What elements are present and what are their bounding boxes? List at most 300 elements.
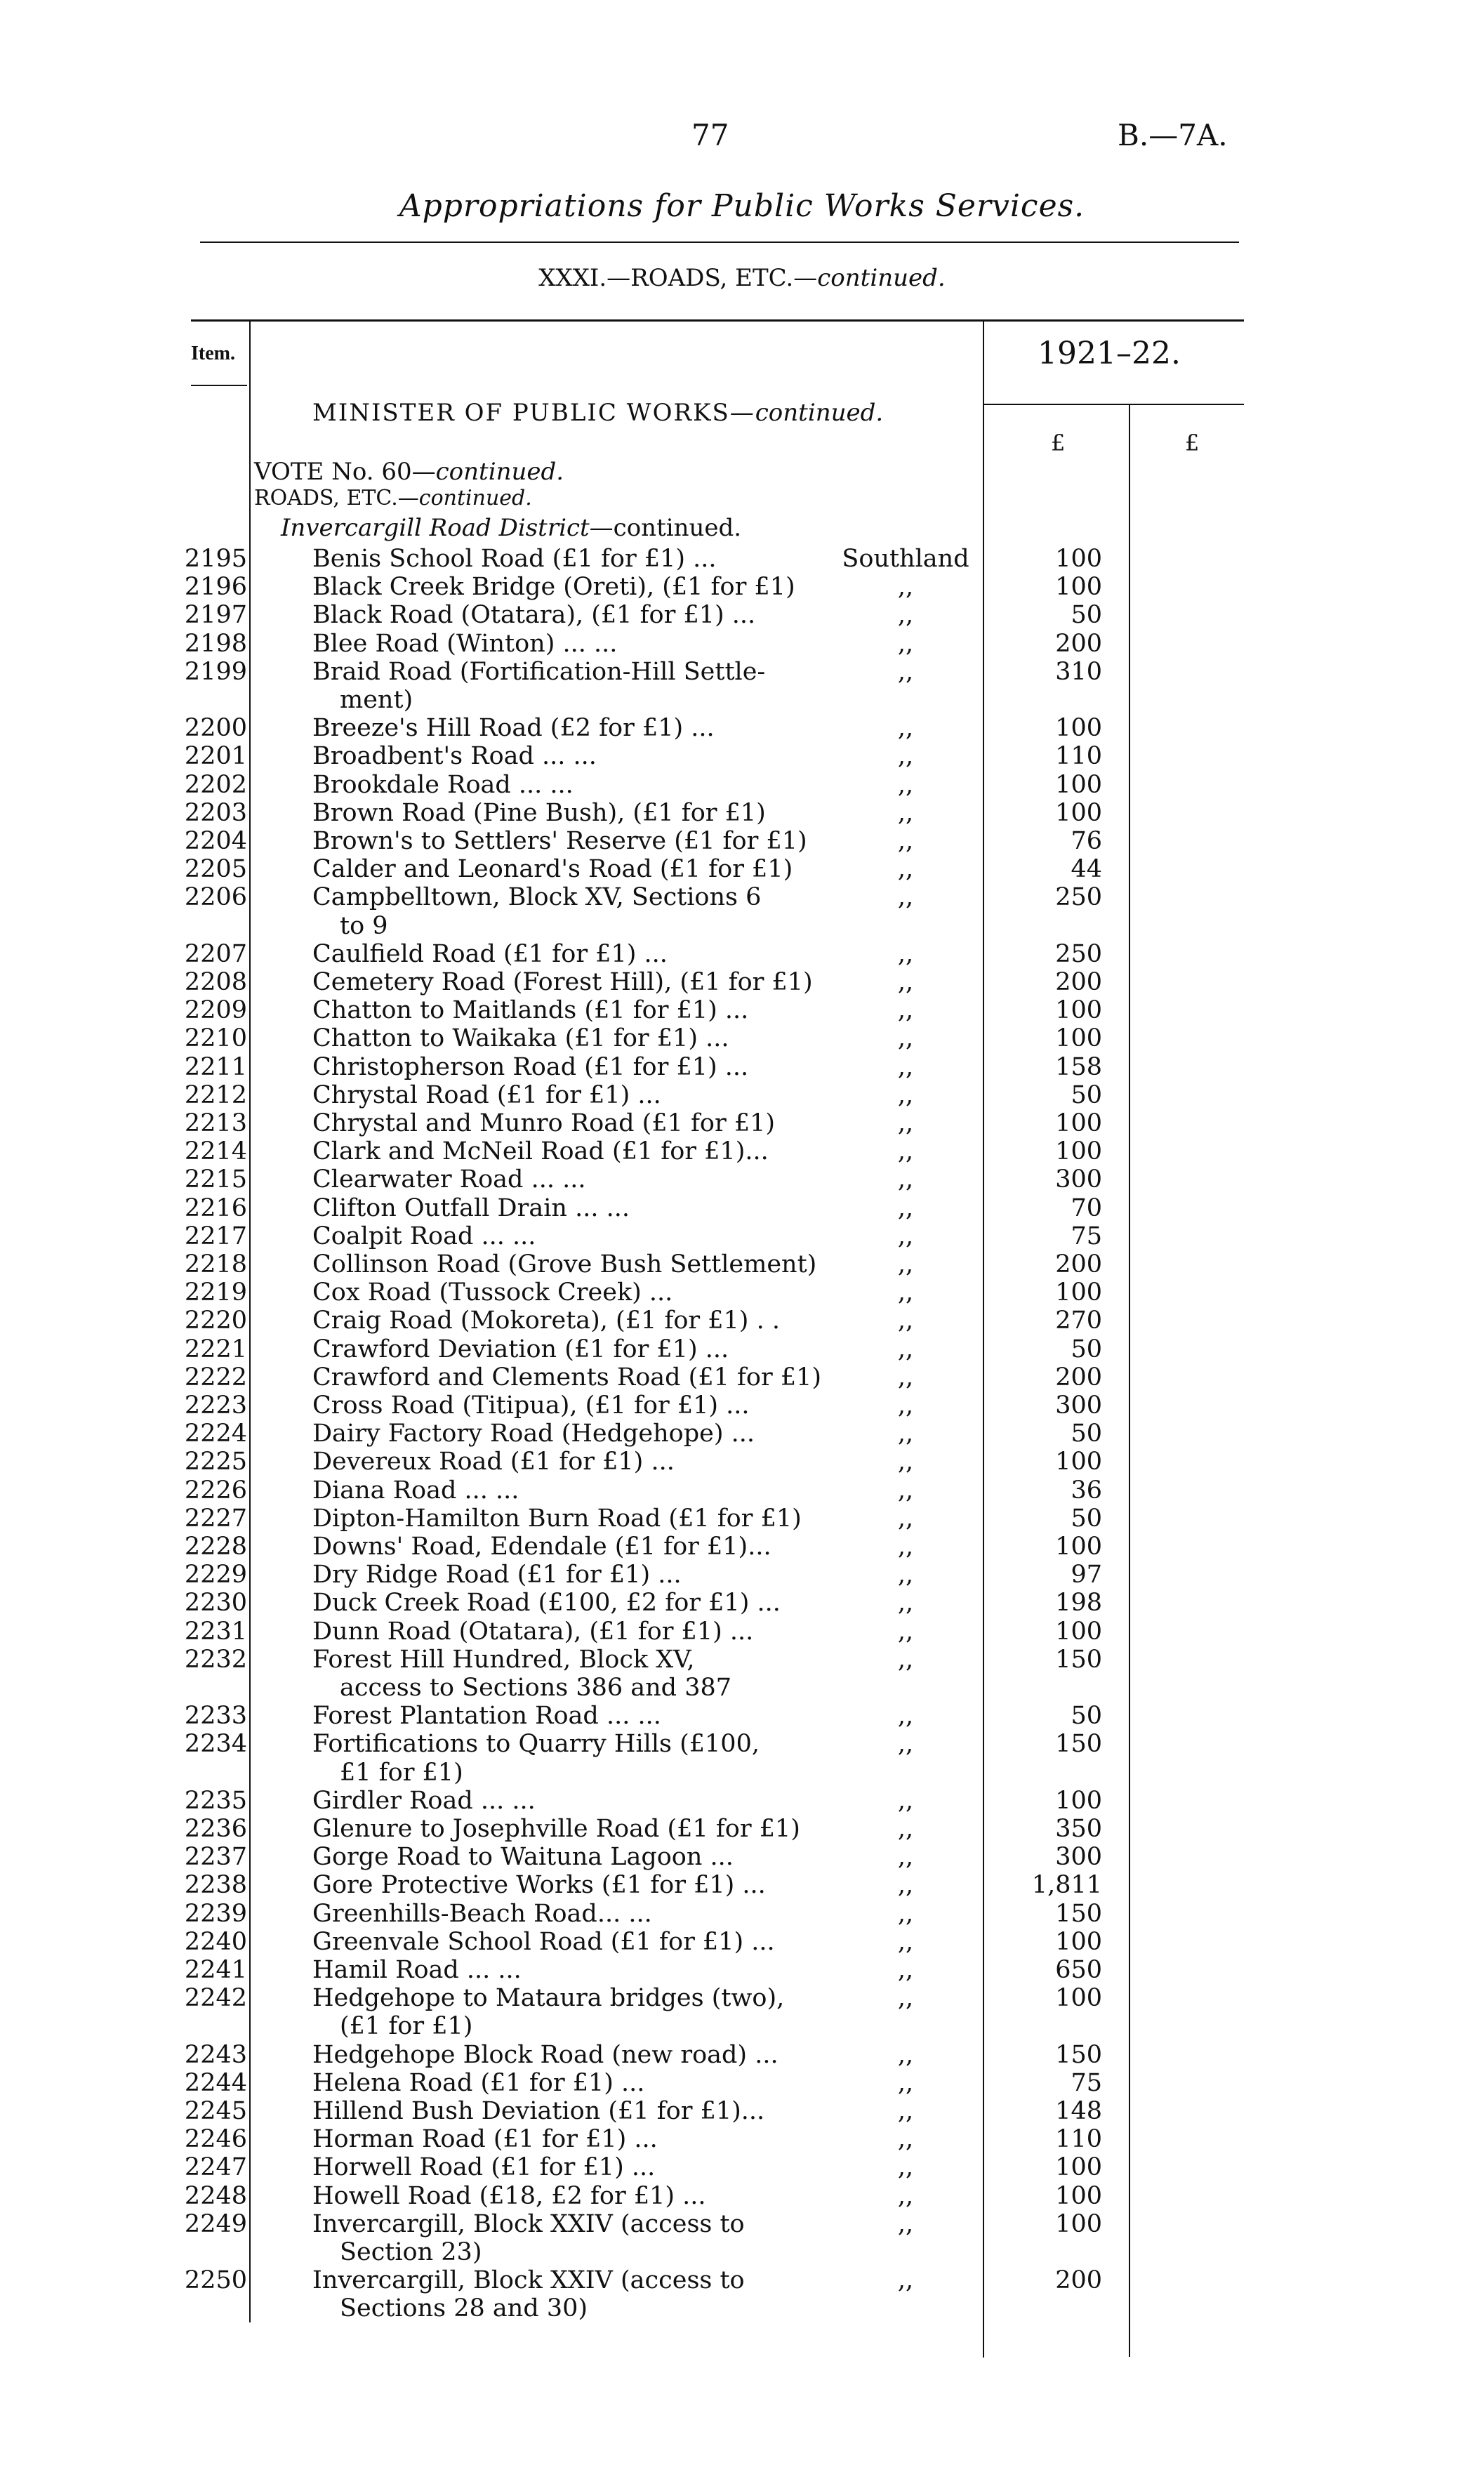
item-number: 2208 <box>184 968 247 996</box>
item-location: ,, <box>897 855 914 884</box>
item-number: 2236 <box>184 1815 247 1843</box>
item-amount: 100 <box>1055 1927 1102 1956</box>
item-number: 2233 <box>184 1702 247 1731</box>
item-amount: 44 <box>1071 855 1102 884</box>
item-description: Chrystal Road (£1 for £1) ... <box>312 1080 661 1109</box>
item-amount: 350 <box>1055 1815 1102 1843</box>
table-row <box>0 1730 1484 1787</box>
item-location: ,, <box>897 939 914 968</box>
item-location: ,, <box>897 2266 914 2295</box>
table-row <box>0 1815 1484 1843</box>
item-amount: 36 <box>1071 1476 1102 1505</box>
item-description: Downs' Road, Edendale (£1 for £1)... <box>312 1533 771 1561</box>
item-amount: 110 <box>1055 742 1102 771</box>
item-number: 2227 <box>184 1504 247 1533</box>
item-amount: 100 <box>1055 1533 1102 1561</box>
item-description: Breeze's Hill Road (£2 for £1) ... <box>312 714 715 743</box>
table-row <box>0 1165 1484 1194</box>
item-amount: 100 <box>1055 798 1102 827</box>
item-location: ,, <box>897 1278 914 1307</box>
table-row <box>0 1081 1484 1109</box>
item-number: 2198 <box>184 629 247 658</box>
item-amount: 50 <box>1071 601 1102 630</box>
item-description: Girdler Road ... ... <box>312 1786 536 1815</box>
item-number: 2243 <box>184 2040 247 2069</box>
item-location: ,, <box>897 657 914 686</box>
item-description: Black Road (Otatara), (£1 for £1) ... <box>312 601 756 630</box>
item-number: 2226 <box>184 1476 247 1505</box>
item-description: Calder and Leonard's Road (£1 for £1) <box>312 855 793 884</box>
table-row <box>0 1533 1484 1561</box>
table-row <box>0 1787 1484 1815</box>
item-description: Dairy Factory Road (Hedgehope) ... <box>312 1420 755 1448</box>
table-row <box>0 1702 1484 1730</box>
item-location: ,, <box>897 629 914 658</box>
item-amount: 50 <box>1071 1080 1102 1109</box>
item-location: ,, <box>897 1533 914 1561</box>
item-description-continued: to 9 <box>340 911 388 940</box>
item-number: 2240 <box>184 1927 247 1956</box>
item-number: 2213 <box>184 1109 247 1137</box>
item-description: Brown Road (Pine Bush), (£1 for £1) <box>312 798 766 827</box>
item-number: 2246 <box>184 2125 247 2154</box>
item-amount: 100 <box>1055 1448 1102 1476</box>
table-row <box>0 657 1484 714</box>
item-amount: 150 <box>1055 2040 1102 2069</box>
item-location: ,, <box>897 2040 914 2069</box>
item-description: Greenhills-Beach Road... ... <box>312 1899 652 1928</box>
item-location: ,, <box>897 1617 914 1646</box>
section-heading <box>0 264 1484 292</box>
table-row <box>0 1984 1484 2041</box>
table-row <box>0 2182 1484 2210</box>
table-row <box>0 968 1484 996</box>
item-description: Gore Protective Works (£1 for £1) ... <box>312 1871 766 1900</box>
item-location: ,, <box>897 1984 914 2013</box>
table-row <box>0 1420 1484 1448</box>
item-amount: 100 <box>1055 1109 1102 1137</box>
item-description: Dunn Road (Otatara), (£1 for £1) ... <box>312 1617 754 1646</box>
year-header-underline <box>983 404 1244 405</box>
item-amount: 198 <box>1055 1589 1102 1618</box>
item-location: ,, <box>897 1080 914 1109</box>
item-location: ,, <box>897 1363 914 1391</box>
district-continued: —continued. <box>589 514 742 542</box>
item-amount: 110 <box>1055 2125 1102 2154</box>
item-description: Chrystal and Munro Road (£1 for £1) <box>312 1109 776 1137</box>
item-amount: 200 <box>1055 629 1102 658</box>
table-row <box>0 1307 1484 1335</box>
item-location: ,, <box>897 1222 914 1250</box>
item-number: 2196 <box>184 573 247 602</box>
item-amount: 100 <box>1055 1617 1102 1646</box>
item-amount: 150 <box>1055 1730 1102 1759</box>
item-location: ,, <box>897 714 914 743</box>
item-description: Cox Road (Tussock Creek) ... <box>312 1278 673 1307</box>
table-row <box>0 1053 1484 1081</box>
item-location: ,, <box>897 1052 914 1081</box>
item-amount: 50 <box>1071 1420 1102 1448</box>
table-row <box>0 2266 1484 2323</box>
item-number: 2225 <box>184 1448 247 1476</box>
item-column-header: Item. <box>191 343 235 364</box>
item-location: ,, <box>897 1194 914 1222</box>
item-location: ,, <box>897 2181 914 2210</box>
item-location: ,, <box>897 1815 914 1843</box>
item-location: ,, <box>897 883 914 912</box>
item-description: Duck Creek Road (£100, £2 for £1) ... <box>312 1589 781 1618</box>
item-number: 2206 <box>184 883 247 912</box>
item-amount: 158 <box>1055 1052 1102 1081</box>
table-row <box>0 1900 1484 1928</box>
item-number: 2210 <box>184 1024 247 1053</box>
table-row <box>0 1476 1484 1505</box>
table-row <box>0 1618 1484 1646</box>
table-row <box>0 1109 1484 1137</box>
table-row <box>0 827 1484 855</box>
item-amount: 310 <box>1055 657 1102 686</box>
minister-text: MINISTER OF PUBLIC WORKS— <box>312 399 755 427</box>
item-location: ,, <box>897 1843 914 1872</box>
item-description: Crawford Deviation (£1 for £1) ... <box>312 1335 729 1363</box>
table-row <box>0 1024 1484 1052</box>
item-location: ,, <box>897 1165 914 1194</box>
item-location: ,, <box>897 2153 914 2182</box>
item-description: Cemetery Road (Forest Hill), (£1 for £1) <box>312 968 813 996</box>
item-location: ,, <box>897 1391 914 1420</box>
item-number: 2237 <box>184 1843 247 1872</box>
item-number: 2242 <box>184 1984 247 2013</box>
item-number: 2215 <box>184 1165 247 1194</box>
item-description: Greenvale School Road (£1 for £1) ... <box>312 1927 775 1956</box>
table-row <box>0 1505 1484 1533</box>
item-location: ,, <box>897 1137 914 1166</box>
item-location: ,, <box>897 798 914 827</box>
item-location: ,, <box>897 1109 914 1137</box>
item-number: 2244 <box>184 2068 247 2097</box>
item-amount: 100 <box>1055 996 1102 1025</box>
item-number: 2211 <box>184 1052 247 1081</box>
item-amount: 100 <box>1055 2153 1102 2182</box>
item-number: 2238 <box>184 1871 247 1900</box>
item-location: ,, <box>897 1645 914 1674</box>
item-amount: 100 <box>1055 1984 1102 2013</box>
item-number: 2205 <box>184 855 247 884</box>
item-amount: 76 <box>1071 827 1102 855</box>
item-amount: 100 <box>1055 1278 1102 1307</box>
item-number: 2203 <box>184 798 247 827</box>
item-location: ,, <box>897 742 914 771</box>
item-location: ,, <box>897 1307 914 1335</box>
item-location: ,, <box>897 1730 914 1759</box>
item-description: Christopherson Road (£1 for £1) ... <box>312 1052 749 1081</box>
table-row <box>0 2097 1484 2125</box>
item-amount: 100 <box>1055 1024 1102 1053</box>
item-description: Helena Road (£1 for £1) ... <box>312 2068 645 2097</box>
item-description: Caulfield Road (£1 for £1) ... <box>312 939 668 968</box>
table-row <box>0 1928 1484 1956</box>
item-description: Benis School Road (£1 for £1) ... <box>312 545 717 573</box>
item-location: ,, <box>897 968 914 996</box>
vote-text: VOTE No. 60— <box>254 458 436 486</box>
item-amount: 100 <box>1055 1137 1102 1166</box>
item-number: 2248 <box>184 2181 247 2210</box>
item-description-continued: (£1 for £1) <box>340 2012 473 2041</box>
item-description: Chatton to Maitlands (£1 for £1) ... <box>312 996 749 1025</box>
item-location: ,, <box>897 1561 914 1589</box>
table-row <box>0 1250 1484 1278</box>
table-row <box>0 630 1484 658</box>
table-row <box>0 1589 1484 1617</box>
item-number: 2216 <box>184 1194 247 1222</box>
item-description: Glenure to Josephville Road (£1 for £1) <box>312 1815 800 1843</box>
item-description: Blee Road (Winton) ... ... <box>312 629 618 658</box>
item-description: Brookdale Road ... ... <box>312 770 574 799</box>
table-row <box>0 1335 1484 1363</box>
item-location: ,, <box>897 1476 914 1505</box>
item-location: ,, <box>897 770 914 799</box>
item-amount: 200 <box>1055 2266 1102 2295</box>
item-number: 2199 <box>184 657 247 686</box>
table-row <box>0 714 1484 742</box>
table-row <box>0 2041 1484 2069</box>
currency-col2-header: £ <box>1185 430 1200 456</box>
table-row <box>0 1871 1484 1899</box>
item-number: 2245 <box>184 2097 247 2125</box>
item-number: 2241 <box>184 1956 247 1984</box>
table-row <box>0 1448 1484 1476</box>
item-number: 2235 <box>184 1786 247 1815</box>
item-description: Horman Road (£1 for £1) ... <box>312 2125 658 2154</box>
item-number: 2219 <box>184 1278 247 1307</box>
item-location: ,, <box>897 1589 914 1618</box>
minister-heading <box>312 399 883 427</box>
table-row <box>0 1363 1484 1391</box>
item-location: ,, <box>897 1956 914 1984</box>
table-row <box>0 799 1484 827</box>
table-row <box>0 1561 1484 1589</box>
page-title: Appropriations for Public Works Services. <box>399 188 1085 224</box>
item-description: Hamil Road ... ... <box>312 1956 522 1984</box>
vote-continued: continued. <box>435 458 564 486</box>
item-description-continued: Section 23) <box>340 2237 482 2266</box>
currency-col1-header: £ <box>1051 430 1066 456</box>
title-rule <box>200 242 1239 243</box>
item-location: ,, <box>897 2068 914 2097</box>
item-location: ,, <box>897 827 914 855</box>
item-number: 2201 <box>184 742 247 771</box>
item-location: ,, <box>897 1871 914 1900</box>
item-number: 2230 <box>184 1589 247 1618</box>
item-description: Campbelltown, Block XV, Sections 6 <box>312 883 762 912</box>
item-location: ,, <box>897 1335 914 1363</box>
table-row <box>0 2125 1484 2153</box>
table-row <box>0 742 1484 770</box>
item-amount: 75 <box>1071 1222 1102 1250</box>
item-number: 2212 <box>184 1080 247 1109</box>
item-description: Hillend Bush Deviation (£1 for £1)... <box>312 2097 765 2125</box>
table-row <box>0 940 1484 968</box>
item-description: Invercargill, Block XXIV (access to <box>312 2266 745 2295</box>
item-number: 2220 <box>184 1307 247 1335</box>
item-description: Howell Road (£18, £2 for £1) ... <box>312 2181 706 2210</box>
item-description: Cross Road (Titipua), (£1 for £1) ... <box>312 1391 750 1420</box>
item-amount: 70 <box>1071 1194 1102 1222</box>
item-amount: 300 <box>1055 1843 1102 1872</box>
item-description-continued: £1 for £1) <box>340 1758 463 1787</box>
item-number: 2239 <box>184 1899 247 1928</box>
item-number: 2209 <box>184 996 247 1025</box>
item-description: Dipton-Hamilton Burn Road (£1 for £1) <box>312 1504 802 1533</box>
item-location: ,, <box>897 2097 914 2125</box>
item-location: ,, <box>897 1250 914 1278</box>
item-number: 2214 <box>184 1137 247 1166</box>
table-row <box>0 2209 1484 2266</box>
item-amount: 270 <box>1055 1307 1102 1335</box>
item-location: ,, <box>897 1504 914 1533</box>
item-description: Hedgehope to Mataura bridges (two), <box>312 1984 785 2013</box>
item-amount: 200 <box>1055 968 1102 996</box>
item-description: Fortifications to Quarry Hills (£100, <box>312 1730 760 1759</box>
item-amount: 100 <box>1055 2181 1102 2210</box>
item-description: Clifton Outfall Drain ... ... <box>312 1194 630 1222</box>
item-description: Broadbent's Road ... ... <box>312 742 597 771</box>
item-location: ,, <box>897 996 914 1025</box>
table-row <box>0 2069 1484 2097</box>
item-number: 2247 <box>184 2153 247 2182</box>
item-number: 2197 <box>184 601 247 630</box>
item-amount: 100 <box>1055 770 1102 799</box>
item-amount: 150 <box>1055 1645 1102 1674</box>
table-row <box>0 1956 1484 1984</box>
item-number: 2202 <box>184 770 247 799</box>
roads-heading <box>254 486 532 510</box>
item-number: 2224 <box>184 1420 247 1448</box>
table-row <box>0 1222 1484 1250</box>
item-description: Crawford and Clements Road (£1 for £1) <box>312 1363 822 1391</box>
item-location: ,, <box>897 1927 914 1956</box>
vote-heading <box>254 458 564 486</box>
item-amount: 100 <box>1055 2209 1102 2238</box>
district-heading <box>281 514 741 542</box>
item-location: ,, <box>897 2125 914 2154</box>
table-row <box>0 1194 1484 1222</box>
item-amount: 300 <box>1055 1165 1102 1194</box>
item-amount: 75 <box>1071 2068 1102 2097</box>
item-description: Braid Road (Fortification-Hill Settle- <box>312 657 766 686</box>
item-location: ,, <box>897 1702 914 1731</box>
item-description: Coalpit Road ... ... <box>312 1222 536 1250</box>
item-location: ,, <box>897 573 914 602</box>
item-description-continued: Sections 28 and 30) <box>340 2294 588 2323</box>
item-number: 2223 <box>184 1391 247 1420</box>
item-amount: 100 <box>1055 545 1102 573</box>
table-row <box>0 545 1484 573</box>
item-number: 2207 <box>184 939 247 968</box>
item-location: ,, <box>897 1024 914 1053</box>
item-description: Invercargill, Block XXIV (access to <box>312 2209 745 2238</box>
item-amount: 100 <box>1055 714 1102 743</box>
item-description: Brown's to Settlers' Reserve (£1 for £1) <box>312 827 807 855</box>
item-description: Collinson Road (Grove Bush Settlement) <box>312 1250 817 1278</box>
item-number: 2228 <box>184 1533 247 1561</box>
item-header-underline <box>191 385 247 386</box>
item-description: Forest Plantation Road ... ... <box>312 1702 661 1731</box>
table-row <box>0 1645 1484 1702</box>
year-header: 1921–22. <box>1038 336 1181 371</box>
item-amount: 50 <box>1071 1702 1102 1731</box>
item-description: Black Creek Bridge (Oreti), (£1 for £1) <box>312 573 795 602</box>
item-amount: 50 <box>1071 1504 1102 1533</box>
table-top-rule <box>191 319 1244 322</box>
item-description-continued: ment) <box>340 685 413 714</box>
table-row <box>0 601 1484 629</box>
table-row <box>0 855 1484 883</box>
table-row <box>0 1843 1484 1871</box>
item-location: ,, <box>897 2209 914 2238</box>
item-amount: 1,811 <box>1031 1871 1102 1900</box>
item-amount: 150 <box>1055 1899 1102 1928</box>
item-location: ,, <box>897 1786 914 1815</box>
item-description: Dry Ridge Road (£1 for £1) ... <box>312 1561 682 1589</box>
item-location: ,, <box>897 1420 914 1448</box>
page-number: 77 <box>691 118 729 152</box>
item-number: 2217 <box>184 1222 247 1250</box>
table-row <box>0 1391 1484 1420</box>
item-amount: 250 <box>1055 939 1102 968</box>
item-amount: 100 <box>1055 573 1102 602</box>
item-amount: 97 <box>1071 1561 1102 1589</box>
item-number: 2234 <box>184 1730 247 1759</box>
minister-continued: continued. <box>755 399 884 427</box>
item-number: 2250 <box>184 2266 247 2295</box>
item-amount: 50 <box>1071 1335 1102 1363</box>
table-row <box>0 1137 1484 1165</box>
item-description-continued: access to Sections 386 and 387 <box>340 1673 732 1702</box>
section-continued: continued. <box>817 264 946 292</box>
item-number: 2249 <box>184 2209 247 2238</box>
item-description: Forest Hill Hundred, Block XV, <box>312 1645 695 1674</box>
item-amount: 300 <box>1055 1391 1102 1420</box>
item-number: 2222 <box>184 1363 247 1391</box>
item-location: ,, <box>897 601 914 630</box>
item-description: Clearwater Road ... ... <box>312 1165 586 1194</box>
table-row <box>0 996 1484 1024</box>
item-number: 2221 <box>184 1335 247 1363</box>
item-description: Devereux Road (£1 for £1) ... <box>312 1448 675 1476</box>
item-location: Southland <box>842 545 969 573</box>
table-row <box>0 771 1484 799</box>
item-description: Diana Road ... ... <box>312 1476 519 1505</box>
table-row <box>0 883 1484 940</box>
item-amount: 148 <box>1055 2097 1102 2125</box>
item-location: ,, <box>897 1448 914 1476</box>
item-number: 2195 <box>184 545 247 573</box>
item-amount: 250 <box>1055 883 1102 912</box>
section-heading-text: XXXI.—ROADS, ETC.— <box>538 264 818 292</box>
item-number: 2218 <box>184 1250 247 1278</box>
item-number: 2204 <box>184 827 247 855</box>
item-description: Horwell Road (£1 for £1) ... <box>312 2153 656 2182</box>
district-name: Invercargill Road District <box>281 514 590 542</box>
table-row <box>0 2153 1484 2181</box>
roads-continued: continued. <box>418 486 532 510</box>
item-amount: 200 <box>1055 1363 1102 1391</box>
item-number: 2200 <box>184 714 247 743</box>
item-description: Chatton to Waikaka (£1 for £1) ... <box>312 1024 729 1053</box>
item-description: Gorge Road to Waituna Lagoon ... <box>312 1843 734 1872</box>
item-description: Hedgehope Block Road (new road) ... <box>312 2040 779 2069</box>
